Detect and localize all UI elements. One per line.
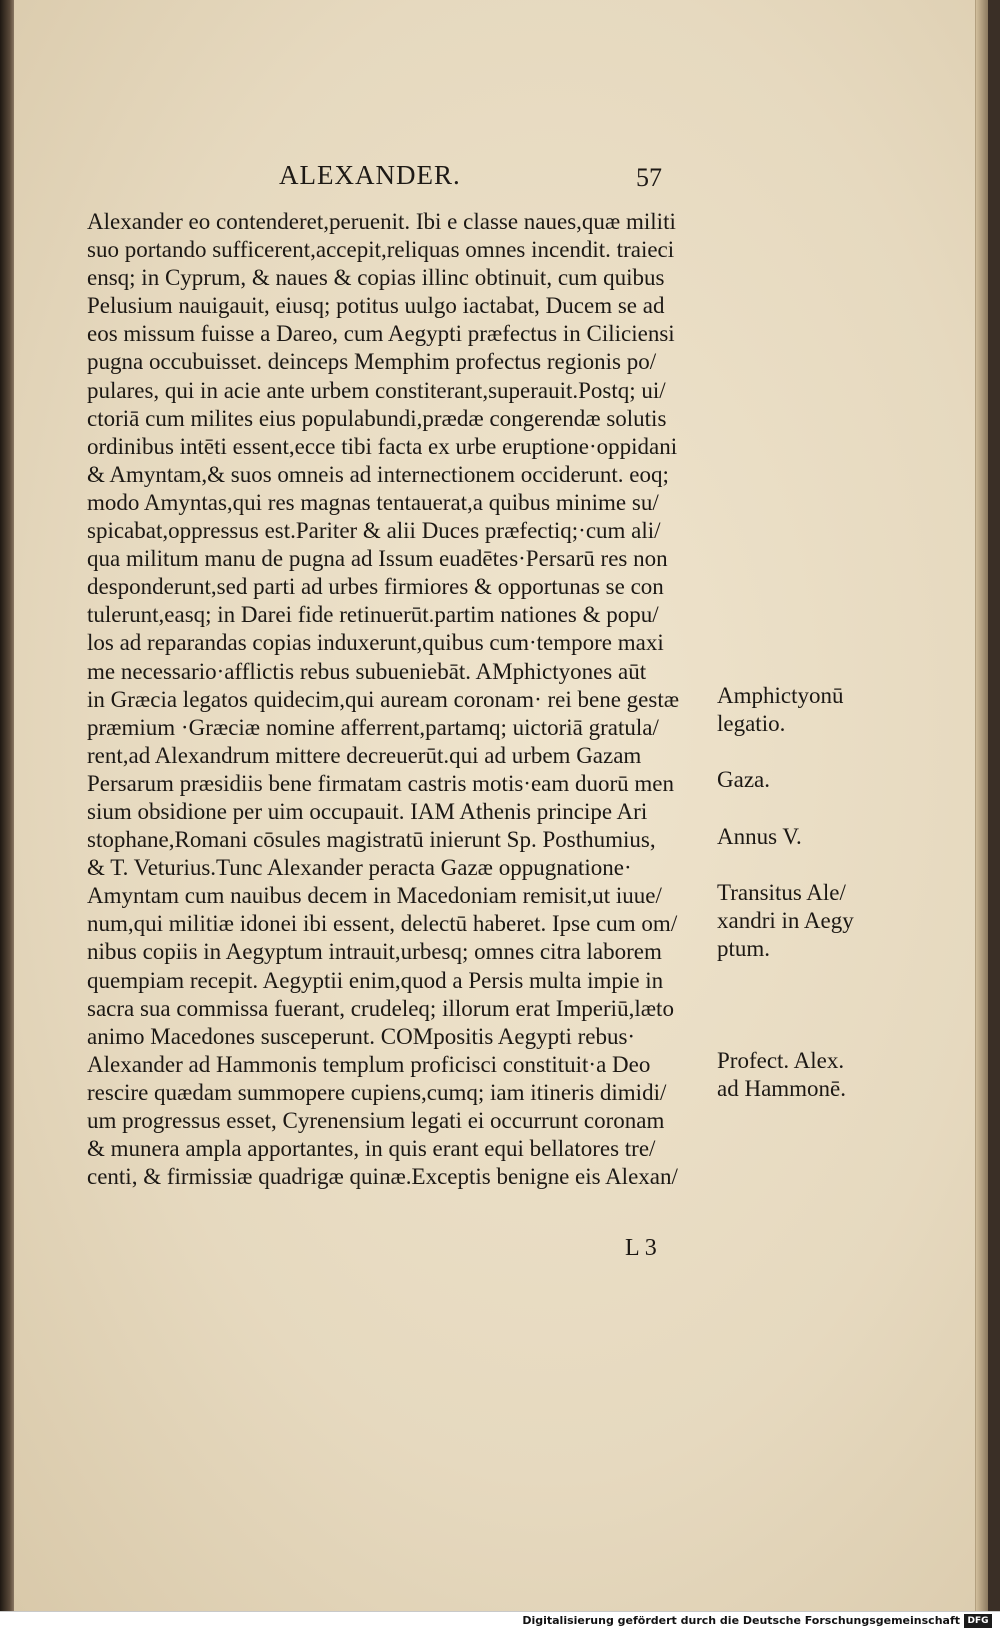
text-line: me necessario·afflictis rebus subueniebāt. AMphictyones aūt xyxy=(87,658,647,684)
text-line: num,qui militiæ idonei ibi essent, delectū haberet. Ipse cum om/ xyxy=(87,911,678,937)
text-line: suo portando sufficerent,accepit,reliquas omnes incendit. traieci xyxy=(87,237,675,263)
text-line: & T. Veturius.Tunc Alexander peracta Gazæ oppugnatione· xyxy=(87,855,632,881)
margin-note: ad Hammonē. xyxy=(717,1076,847,1102)
text-line: desponderunt,sed parti ad urbes firmiores & opportunas se con xyxy=(87,574,664,600)
text-line: tulerunt,easq; in Darei fide retinuerūt.partim nationes & popu/ xyxy=(87,602,659,628)
text-line: um progressus esset, Cyrenensium legati ei occurrunt coronam xyxy=(87,1108,665,1133)
footer-credit: Digitalisierung gefördert durch die Deutsche Forschungsgemeinschaft xyxy=(522,1614,960,1627)
dfg-logo: DFG xyxy=(964,1614,992,1628)
text-line: Pelusium nauigauit, eiusq; potitus uulgo iactabat, Ducem se ad xyxy=(87,293,665,319)
text-line: præmium ·Græciæ nomine afferrent,partamq; uictoriā gratula/ xyxy=(87,714,659,740)
main-text-block xyxy=(87,208,717,1191)
text-line: sium obsidione per uim occupauit. IAM Athenis principe Ari xyxy=(87,798,648,824)
text-line: rescire quædam summopere cupiens,cumq; iam itineris dimidi/ xyxy=(87,1079,667,1105)
margin-note: legatio. xyxy=(717,711,786,737)
text-line: Amyntam cum nauibus decem in Macedoniam remisit,ut iuue/ xyxy=(87,883,662,909)
text-line: in Græcia legatos quidecim,qui auream coronam· rei bene gestæ xyxy=(87,686,680,712)
text-line: animo Macedones susceperunt. COMpositis Aegypti rebus· xyxy=(87,1023,636,1049)
text-line: rent,ad Alexandrum mittere decreuerūt.qui ad urbem Gazam xyxy=(87,742,642,768)
text-line: Alexander eo contenderet,peruenit. Ibi e classe naues,quæ militi xyxy=(87,209,676,234)
text-line: Persarum præsidiis bene firmatam castris motis·eam duorū men xyxy=(87,770,675,796)
text-line: eos missum fuisse a Dareo, cum Aegypti præfectus in Ciliciensi xyxy=(87,321,675,347)
text-line: & Amyntam,& suos omneis ad internectionem occiderunt. eoq; xyxy=(87,461,669,487)
margin-note: Annus V. xyxy=(717,823,802,849)
text-line: sacra sua commissa fuerant, crudeleq; illorum erat Imperiū,læto xyxy=(87,995,674,1021)
margin-note: Gaza. xyxy=(717,767,770,793)
page-edge xyxy=(975,0,988,1612)
book-binding-edge xyxy=(0,0,14,1631)
running-title: ALEXANDER. xyxy=(279,160,461,190)
page-number: 57 xyxy=(636,163,662,192)
text-line: Alexander ad Hammonis templum proficisci constituit·a Deo xyxy=(87,1051,651,1077)
text-line: ordinibus intēti essent,ecce tibi facta ex urbe eruptione·oppidani xyxy=(87,433,678,459)
text-line: ensq; in Cyprum, & naues & copias illinc obtinuit, cum quibus xyxy=(87,265,665,291)
margin-note: xandri in Aegy xyxy=(717,907,854,933)
running-head xyxy=(279,160,699,200)
text-line: stophane,Romani cōsules magistratū inierunt Sp. Posthumius, xyxy=(87,827,656,853)
text-line: centi, & firmissiæ quadrigæ quinæ.Exceptis benigne eis Alexan/ xyxy=(87,1164,678,1190)
margin-note: Transitus Ale/ xyxy=(717,879,846,905)
margin-note: Amphictyonū xyxy=(717,683,844,708)
text-line: quempiam recepit. Aegyptii enim,quod a Persis multa impie in xyxy=(87,967,664,993)
book-page xyxy=(14,0,988,1612)
text-line: ctoriā cum milites eius populabundi,prædæ congerendæ solutis xyxy=(87,405,667,431)
digitization-footer xyxy=(0,1611,1000,1631)
text-line: nibus copiis in Aegyptum intrauit,urbesq; omnes citra laborem xyxy=(87,939,662,965)
text-line: pugna occubuisset. deinceps Memphim profectus regionis po/ xyxy=(87,349,657,375)
text-line: qua militum manu de pugna ad Issum euadētes·Persarū res non xyxy=(87,546,668,572)
text-line: pulares, qui in acie ante urbem constiterant,superauit.Postq; ui/ xyxy=(87,377,666,403)
margin-note: Profect. Alex. xyxy=(717,1048,845,1074)
text-line: spicabat,oppressus est.Pariter & alii Duces præfectiq;·cum ali/ xyxy=(87,518,661,544)
margin-note: ptum. xyxy=(717,935,771,961)
signature-mark: L 3 xyxy=(625,1235,657,1261)
text-line: modo Amyntas,qui res magnas tentauerat,a quibus minime su/ xyxy=(87,489,659,515)
text-line: & munera ampla apportantes, in quis erant equi bellatores tre/ xyxy=(87,1136,656,1162)
text-line: los ad reparandas copias induxerunt,quibus cum·tempore maxi xyxy=(87,630,664,656)
